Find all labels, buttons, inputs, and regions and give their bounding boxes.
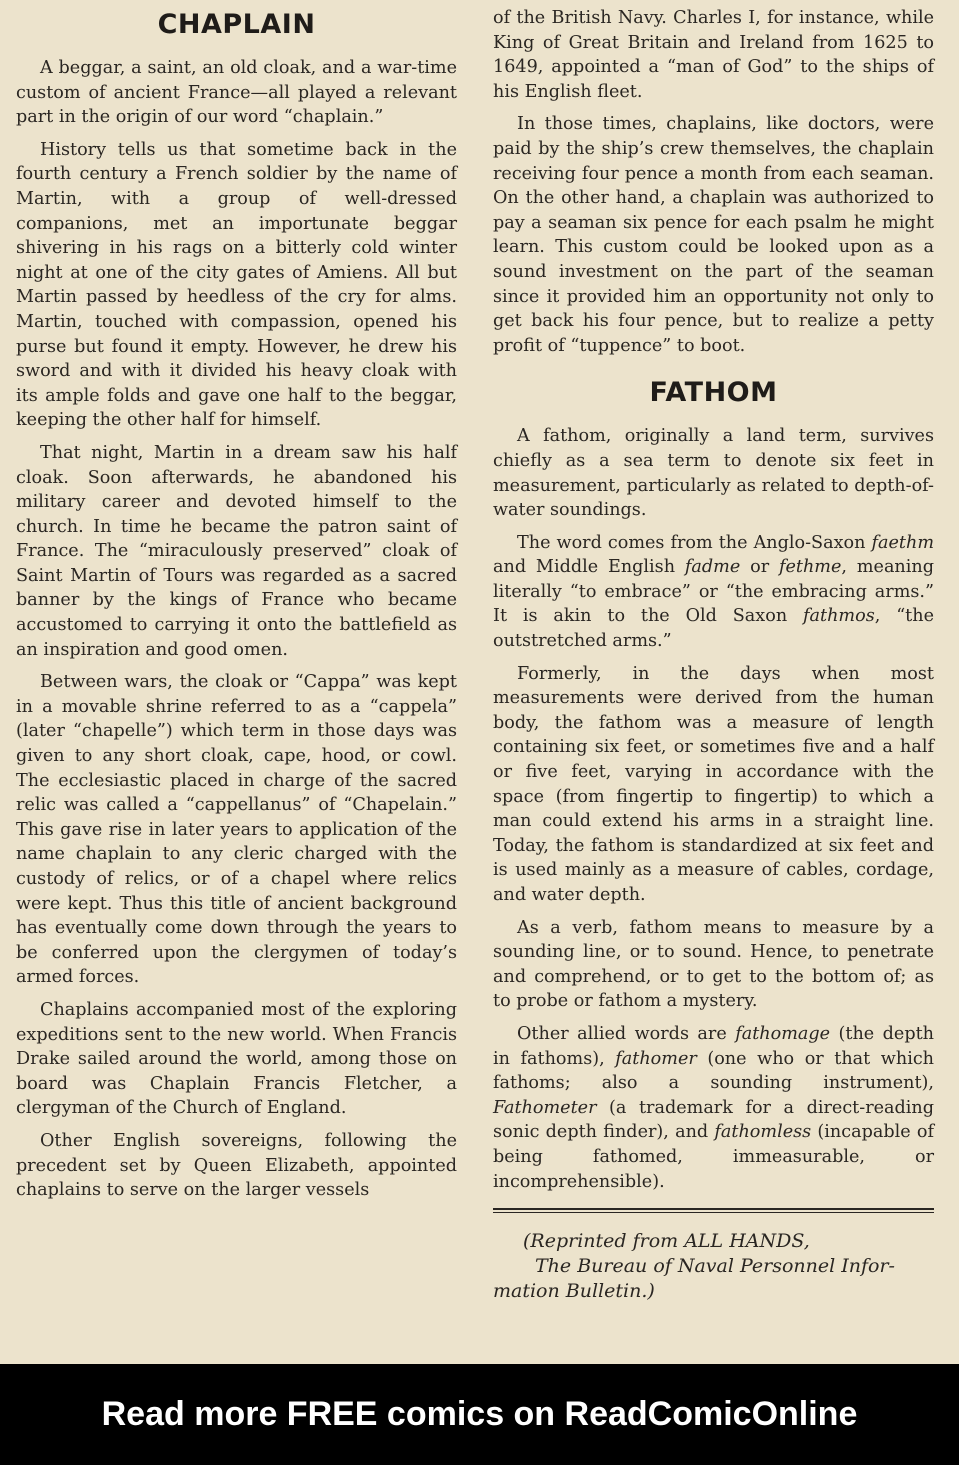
fathom-p2-text: , “the outstretched arms.” [493, 606, 934, 652]
chaplain-paragraph-6: Other English sovereigns, following the precedent set by Queen Elizabeth, appointed chaplains to serve on the larger vessels [16, 1130, 457, 1201]
fathom-p5-text: Other allied words are [517, 1023, 736, 1044]
chaplain-paragraph-1: A beggar, a saint, an old cloak, and a war-time custom of ancient France—all played a relevant part in the origin of our word “chaplain.” [16, 58, 457, 128]
fathom-p5-text: (a trademark for a direct-reading sonic depth finder), and [493, 1097, 934, 1143]
fathom-p2-text: and Middle English [493, 557, 685, 578]
fathom-p5-text: (incapable of being fathomed, immeasurable, or incomprehensible). [493, 1122, 934, 1192]
fathom-p5-term: fathomer [615, 1048, 697, 1069]
credit-line-3: mation Bulletin.) [493, 1280, 655, 1303]
left-column [16, 6, 457, 1211]
fathom-p2-term: fathmos [803, 606, 875, 627]
fathom-paragraph-5 [493, 1022, 934, 1194]
fathom-p2-term: fadme [684, 557, 741, 578]
fathom-p2-term: faethm [871, 532, 934, 553]
chaplain-paragraph-3: That night, Martin in a dream saw his half cloak. Soon afterwards, he abandoned his military career and devoted himself to the church. In time he became the patron saint of France. The “miraculously preserved” cloak of Saint Martin of Tours was regarded as a sacred banner by the kings of France who became accustomed to carrying it onto the battlefield as an inspiration and good omen. [16, 442, 457, 660]
reprint-credit [493, 1229, 934, 1304]
fathom-p5-term: fathomage [735, 1023, 831, 1044]
fathom-p5-term: fathomless [714, 1122, 812, 1143]
right-column [493, 6, 934, 1304]
fathom-heading: FATHOM [649, 377, 778, 409]
fathom-p5-text: (the depth in fathoms), [493, 1023, 935, 1069]
chaplain-paragraph-5: Chaplains accompanied most of the exploring expeditions sent to the new world. When Francis Drake sailed around the world, among those on board was Chaplain Francis Fletcher, a clergyman of the Church of England. [16, 999, 457, 1119]
fathom-p5-term: Fathometer [493, 1097, 597, 1118]
fathom-p5-text: (one who or that which fathoms; also a sounding instrument), [493, 1048, 935, 1094]
credit-line-2: The Bureau of Naval Personnel Infor- [535, 1255, 895, 1278]
chaplain-paragraph-7: of the British Navy. Charles I, for instance, while King of Great Britain and Ireland from 1625 to 1649, appointed a “man of God” to the ships of his English fleet. [493, 8, 934, 102]
fathom-paragraph-3: Formerly, in the days when most measurements were derived from the human body, the fathom was a measure of length containing six feet, or sometimes five and a half or five feet, varying in accordance with the space (from fingertip to fingertip) to which a man could extend his arms in a straight line. Today, the fathom is standardized at six feet and is used mainly as a measure of cables, cordage, and water depth. [493, 663, 934, 905]
fathom-p2-text: , meaning literally “to embrace” or “the embracing arms.” It is akin to the Old Saxon [493, 557, 934, 627]
chaplain-paragraph-4: Between wars, the cloak or “Cappa” was kept in a movable shrine referred to as a “cappela” (later “chapelle”) which term in those days was given to any short cloak, cape, hood, or cowl. The ecclesiastic placed in charge of the sacred relic was called a “cappellanus” of “Chapelain.” This gave rise in later years to application of the name chaplain to any cleric charged with the custody of relics, or of a chapel where relics were kept. Thus this title of ancient background has eventually come down through the years to be conferred upon the clergymen of today’s armed forces. [16, 672, 457, 988]
fathom-paragraph-1: A fathom, originally a land term, survives chiefly as a sea term to denote six feet in measurement, particularly as related to depth-of-water soundings. [493, 426, 934, 521]
fathom-p2-text: or [740, 557, 779, 578]
fathom-p2-term: fethme [778, 557, 842, 578]
fathom-paragraph-2 [493, 531, 934, 654]
credit-line-1: (Reprinted from ALL HANDS, [523, 1230, 810, 1253]
chaplain-paragraph-2: History tells us that sometime back in the fourth century a French soldier by the name of Martin, with a group of well-dressed companions, met an importunate beggar shivering in his rags on a bitterly cold winter night at one of the city gates of Amiens. All but Martin passed by heedless of the cry for alms. Martin, touched with compassion, opened his purse but found it empty. However, he drew his sword and with it divided his heavy cloak with its ample folds and gave one half to the beggar, keeping the other half for himself. [16, 139, 457, 431]
fathom-paragraph-4: As a verb, fathom means to measure by a sounding line, or to sound. Hence, to penetrate and comprehend, or to get to the bottom of; as to probe or fathom a mystery. [493, 917, 934, 1012]
chaplain-paragraph-8: In those times, chaplains, like doctors, were paid by the ship’s crew themselves, the chaplain receiving four pence a month from each seaman. On the other hand, a chaplain was authorized to pay a seaman six pence for each psalm he might learn. This custom could be looked upon as a sound investment on the part of the seaman since it provided him an opportunity not only to get back his four pence, but to realize a petty profit of “tuppence” to boot. [493, 114, 934, 356]
divider-rule [493, 1208, 934, 1213]
read-more-banner: Read more FREE comics on ReadComicOnline [0, 1364, 959, 1465]
chaplain-heading: CHAPLAIN [157, 9, 316, 40]
fathom-p2-text: The word comes from the Anglo-Saxon [517, 532, 872, 553]
